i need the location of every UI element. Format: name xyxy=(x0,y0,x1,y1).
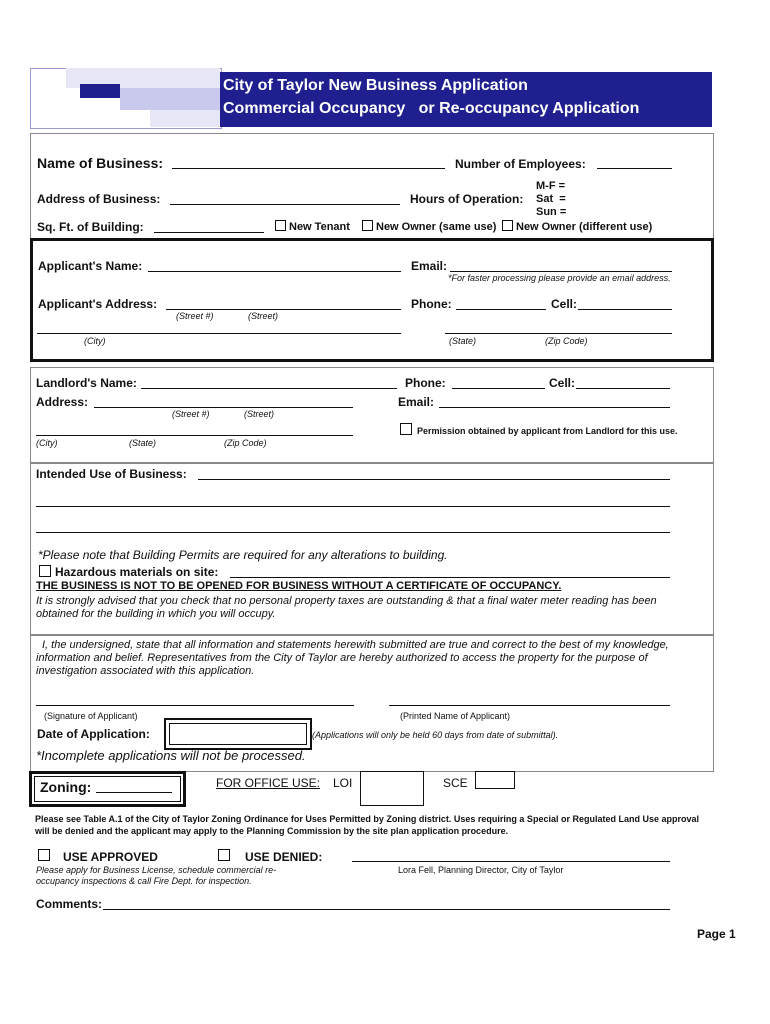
header-decor-block-navy xyxy=(80,84,120,98)
applicant-email-label: Email: xyxy=(411,259,448,273)
signature-caption: (Signature of Applicant) xyxy=(44,711,138,721)
option-new-owner-same[interactable] xyxy=(362,220,496,233)
hours-label: Hours of Operation: xyxy=(410,192,524,206)
applicant-city-field[interactable] xyxy=(37,333,401,334)
email-note: *For faster processing please provide an email address. xyxy=(448,273,671,283)
landlord-permission-label: Permission obtained by applicant from Landlord for this use. xyxy=(417,426,678,436)
landlord-zip-caption: (Zip Code) xyxy=(224,438,267,448)
sce-label: SCE xyxy=(443,776,468,790)
applicant-city-caption: (City) xyxy=(84,336,106,346)
date-field-inner-frame xyxy=(169,723,307,745)
checkbox[interactable] xyxy=(275,220,286,231)
hold-note: (Applications will only be held 60 days from date of submittal). xyxy=(312,730,559,740)
business-name-field[interactable] xyxy=(172,168,445,169)
comments-label: Comments: xyxy=(36,897,103,911)
for-office-use-label: FOR OFFICE USE: xyxy=(216,776,321,790)
use-denied-checkbox[interactable] xyxy=(218,849,230,861)
signature-field[interactable] xyxy=(36,705,354,706)
applicant-email-field[interactable] xyxy=(450,271,672,272)
applicant-phone-field[interactable] xyxy=(456,309,546,310)
page-number: Page 1 xyxy=(697,927,736,941)
comments-field[interactable] xyxy=(103,909,670,910)
hazardous-checkbox[interactable] xyxy=(39,565,51,577)
landlord-phone-label: Phone: xyxy=(405,376,446,390)
landlord-phone-field[interactable] xyxy=(452,388,545,389)
header-decor-block-pale xyxy=(150,110,220,127)
use-denied-label: USE DENIED: xyxy=(245,850,323,864)
option-label: New Owner (same use) xyxy=(376,221,497,233)
applicant-address-label: Applicant's Address: xyxy=(38,297,158,311)
landlord-email-field[interactable] xyxy=(439,407,670,408)
option-label: New Tenant xyxy=(289,221,350,233)
business-address-field[interactable] xyxy=(170,204,400,205)
incomplete-note: *Incomplete applications will not be processed. xyxy=(36,748,306,763)
loi-label: LOI xyxy=(333,776,353,790)
landlord-cell-label: Cell: xyxy=(549,376,576,390)
option-label: New Owner (different use) xyxy=(516,221,653,233)
applicant-zip-caption: (Zip Code) xyxy=(545,336,588,346)
sqft-label: Sq. Ft. of Building: xyxy=(37,220,144,234)
option-new-owner-diff[interactable] xyxy=(502,220,652,233)
use-approved-checkbox[interactable] xyxy=(38,849,50,861)
applicant-name-field[interactable] xyxy=(148,271,401,272)
hours-sun: Sun = xyxy=(536,206,567,218)
director-caption: Lora Fell, Planning Director, City of Taylor xyxy=(398,865,564,875)
license-note: Please apply for Business License, schedule commercial re-occupancy inspections & call Fire Dept. for inspection. xyxy=(36,865,277,886)
printed-name-field[interactable] xyxy=(389,705,670,706)
applicant-street-caption: (Street) xyxy=(248,311,279,321)
intended-use-field-2[interactable] xyxy=(36,506,670,507)
hours-sat: Sat = xyxy=(536,193,566,205)
landlord-cell-field[interactable] xyxy=(576,388,670,389)
permits-note: *Please note that Building Permits are required for any alterations to building. xyxy=(38,548,448,562)
header-title-line2: Commercial Occupancy or Re-occupancy Application xyxy=(223,100,640,117)
applicant-state-caption: (State) xyxy=(449,336,477,346)
applicant-street-field[interactable] xyxy=(166,309,401,310)
director-signature-field[interactable] xyxy=(352,861,670,862)
zoning-table-note: Please see Table A.1 of the City of Taylor Zoning Ordinance for Uses Permitted by Zoning district. Uses requiring a Special or Regulated Land Use approval will be denied and the applicant may apply to the Planning Commission by the site plan application procedure. xyxy=(35,814,699,836)
checkbox[interactable] xyxy=(502,220,513,231)
applicant-phone-label: Phone: xyxy=(411,297,452,311)
sqft-field[interactable] xyxy=(154,232,264,233)
header-decor-block-lavender xyxy=(120,88,220,110)
business-name-label: Name of Business: xyxy=(37,155,164,171)
use-approved-label: USE APPROVED xyxy=(63,850,158,864)
checkbox[interactable] xyxy=(362,220,373,231)
sce-box[interactable] xyxy=(475,771,515,789)
landlord-name-field[interactable] xyxy=(141,388,397,389)
landlord-state-caption: (State) xyxy=(129,438,157,448)
zoning-field[interactable] xyxy=(96,792,172,793)
intended-use-label: Intended Use of Business: xyxy=(36,467,187,481)
printed-name-caption: (Printed Name of Applicant) xyxy=(400,711,511,721)
landlord-street-caption: (Street) xyxy=(244,409,275,419)
applicant-cell-field[interactable] xyxy=(578,309,672,310)
business-address-label: Address of Business: xyxy=(37,192,161,206)
tax-advice: It is strongly advised that you check that no personal property taxes are outstanding & that a final water meter reading has been obtained for the building in which you will occupy. xyxy=(36,595,657,620)
landlord-permission-checkbox[interactable] xyxy=(400,423,412,435)
employees-field[interactable] xyxy=(597,168,672,169)
option-new-tenant[interactable] xyxy=(275,220,350,233)
applicant-name-label: Applicant's Name: xyxy=(38,259,143,273)
landlord-city-caption: (City) xyxy=(36,438,58,448)
applicant-cell-label: Cell: xyxy=(551,297,578,311)
intended-use-field-3[interactable] xyxy=(36,532,670,533)
applicant-street-num-caption: (Street #) xyxy=(176,311,214,321)
landlord-street-num-caption: (Street #) xyxy=(172,409,210,419)
landlord-address-label: Address: xyxy=(36,395,89,409)
landlord-street-field[interactable] xyxy=(94,407,353,408)
loi-box[interactable] xyxy=(360,771,424,806)
landlord-email-label: Email: xyxy=(398,395,435,409)
not-open-notice: THE BUSINESS IS NOT TO BE OPENED FOR BUSINESS WITHOUT A CERTIFICATE OF OCCUPANCY. xyxy=(36,580,562,592)
header-title-line1: City of Taylor New Business Application xyxy=(223,77,528,94)
applicant-state-zip-field[interactable] xyxy=(445,333,672,334)
date-of-application-label: Date of Application: xyxy=(37,727,150,741)
statement-text: I, the undersigned, state that all information and statements herewith submitted are true and correct to the best of my knowledge, information and belief. Representatives from the City of Taylor are hereby authorized to access the property for the purpose of investigation associated with this application. xyxy=(36,639,669,677)
landlord-city-field[interactable] xyxy=(36,435,353,436)
hazardous-field[interactable] xyxy=(230,577,670,578)
hazardous-label: Hazardous materials on site: xyxy=(55,565,219,579)
landlord-name-label: Landlord's Name: xyxy=(36,376,137,390)
intended-use-field-1[interactable] xyxy=(198,479,670,480)
hours-mf: M-F = xyxy=(536,180,566,192)
employees-label: Number of Employees: xyxy=(455,157,586,171)
zoning-label: Zoning: xyxy=(40,779,92,795)
